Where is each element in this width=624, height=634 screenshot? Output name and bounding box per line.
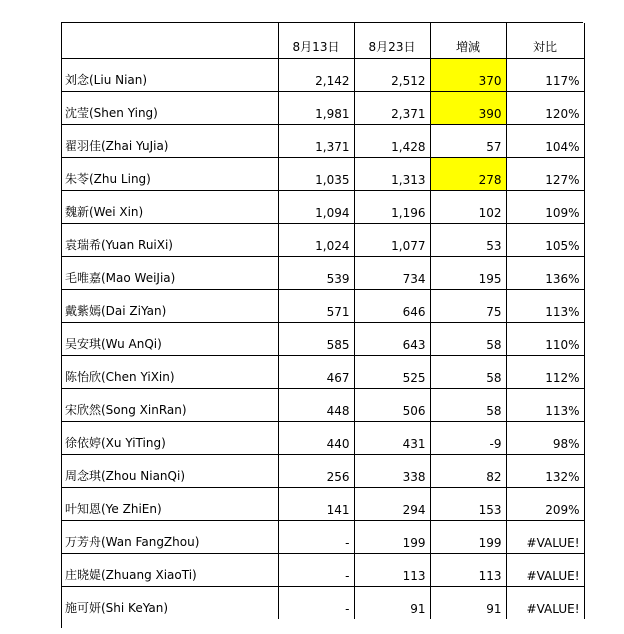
cell-change[interactable]: 58 — [430, 322, 506, 355]
table-row — [62, 256, 584, 289]
cell-name[interactable]: 施可妍(Shi KeYan) — [62, 586, 278, 619]
cell-change[interactable]: 199 — [430, 520, 506, 553]
cell-aug23[interactable]: 1,077 — [354, 223, 430, 256]
cell-aug23[interactable]: 643 — [354, 322, 430, 355]
data-table — [62, 23, 585, 619]
cell-aug23[interactable]: 294 — [354, 487, 430, 520]
cell-ratio[interactable]: #VALUE! — [506, 520, 584, 553]
cell-aug13[interactable]: 440 — [278, 421, 354, 454]
cell-change[interactable]: 153 — [430, 487, 506, 520]
cell-aug13[interactable]: - — [278, 553, 354, 586]
table-row — [62, 421, 584, 454]
cell-ratio[interactable]: 112% — [506, 355, 584, 388]
cell-change[interactable]: 278 — [430, 157, 506, 190]
cell-ratio[interactable]: 127% — [506, 157, 584, 190]
cell-name[interactable]: 毛唯嘉(Mao WeiJia) — [62, 256, 278, 289]
cell-aug23[interactable]: 91 — [354, 586, 430, 619]
cell-aug23[interactable]: 506 — [354, 388, 430, 421]
cell-name[interactable]: 万芳舟(Wan FangZhou) — [62, 520, 278, 553]
cell-aug23[interactable]: 1,313 — [354, 157, 430, 190]
cell-ratio[interactable]: 109% — [506, 190, 584, 223]
cell-name[interactable]: 陈怡欣(Chen YiXin) — [62, 355, 278, 388]
cell-ratio[interactable]: 113% — [506, 289, 584, 322]
header-cell-aug13[interactable]: 8月13日 — [278, 23, 354, 58]
cell-change[interactable]: 82 — [430, 454, 506, 487]
cell-name[interactable]: 吴安琪(Wu AnQi) — [62, 322, 278, 355]
cell-aug13[interactable]: 585 — [278, 322, 354, 355]
cell-aug23[interactable]: 199 — [354, 520, 430, 553]
cell-ratio[interactable]: 105% — [506, 223, 584, 256]
cell-change[interactable]: 58 — [430, 388, 506, 421]
cell-ratio[interactable]: 120% — [506, 91, 584, 124]
cell-change[interactable]: -9 — [430, 421, 506, 454]
table-row — [62, 322, 584, 355]
header-cell-ratio[interactable]: 対比 — [506, 23, 584, 58]
cell-change[interactable]: 195 — [430, 256, 506, 289]
cell-ratio[interactable]: 209% — [506, 487, 584, 520]
cell-aug23[interactable]: 2,371 — [354, 91, 430, 124]
cell-name[interactable]: 戴紫嫣(Dai ZiYan) — [62, 289, 278, 322]
cell-aug13[interactable]: 1,035 — [278, 157, 354, 190]
cell-ratio[interactable]: 136% — [506, 256, 584, 289]
cell-aug23[interactable]: 2,512 — [354, 58, 430, 91]
cell-aug13[interactable]: - — [278, 586, 354, 619]
cell-change[interactable]: 75 — [430, 289, 506, 322]
cell-aug13[interactable]: - — [278, 520, 354, 553]
cell-aug13[interactable]: 2,142 — [278, 58, 354, 91]
cell-aug13[interactable]: 448 — [278, 388, 354, 421]
table-row — [62, 553, 584, 586]
table-row — [62, 454, 584, 487]
cell-name[interactable]: 朱苓(Zhu Ling) — [62, 157, 278, 190]
cell-aug13[interactable]: 141 — [278, 487, 354, 520]
cell-change[interactable]: 102 — [430, 190, 506, 223]
cell-aug23[interactable]: 646 — [354, 289, 430, 322]
table-row — [62, 91, 584, 124]
table-row — [62, 487, 584, 520]
cell-aug13[interactable]: 1,024 — [278, 223, 354, 256]
cell-change[interactable]: 57 — [430, 124, 506, 157]
cell-change[interactable]: 58 — [430, 355, 506, 388]
cell-name[interactable]: 周念琪(Zhou NianQi) — [62, 454, 278, 487]
cell-change[interactable]: 113 — [430, 553, 506, 586]
cell-aug13[interactable]: 256 — [278, 454, 354, 487]
spreadsheet — [61, 22, 583, 628]
cell-ratio[interactable]: 132% — [506, 454, 584, 487]
header-cell-name[interactable] — [62, 23, 278, 58]
cell-name[interactable]: 刘念(Liu Nian) — [62, 58, 278, 91]
table-row — [62, 157, 584, 190]
cell-aug23[interactable]: 113 — [354, 553, 430, 586]
cell-aug13[interactable]: 1,094 — [278, 190, 354, 223]
table-row — [62, 520, 584, 553]
cell-change[interactable]: 370 — [430, 58, 506, 91]
header-cell-aug23[interactable]: 8月23日 — [354, 23, 430, 58]
cell-ratio[interactable]: #VALUE! — [506, 586, 584, 619]
table-row — [62, 289, 584, 322]
cell-name[interactable]: 叶知恩(Ye ZhiEn) — [62, 487, 278, 520]
table-row — [62, 58, 584, 91]
cell-name[interactable]: 翟羽佳(Zhai YuJia) — [62, 124, 278, 157]
cell-ratio[interactable]: 117% — [506, 58, 584, 91]
cell-ratio[interactable]: 113% — [506, 388, 584, 421]
cell-aug23[interactable]: 734 — [354, 256, 430, 289]
cell-aug13[interactable]: 571 — [278, 289, 354, 322]
cell-name[interactable]: 沈莹(Shen Ying) — [62, 91, 278, 124]
header-cell-change[interactable]: 増減 — [430, 23, 506, 58]
cell-ratio[interactable]: 98% — [506, 421, 584, 454]
table-row — [62, 355, 584, 388]
cell-change[interactable]: 91 — [430, 586, 506, 619]
cell-aug23[interactable]: 1,428 — [354, 124, 430, 157]
cell-change[interactable]: 390 — [430, 91, 506, 124]
table-row — [62, 223, 584, 256]
table-row — [62, 586, 584, 619]
cell-aug13[interactable]: 539 — [278, 256, 354, 289]
table-row — [62, 190, 584, 223]
table-row — [62, 124, 584, 157]
cell-aug23[interactable]: 338 — [354, 454, 430, 487]
cell-aug13[interactable]: 1,981 — [278, 91, 354, 124]
cell-name[interactable]: 宋欣然(Song XinRan) — [62, 388, 278, 421]
cell-name[interactable]: 徐依婷(Xu YiTing) — [62, 421, 278, 454]
table-row — [62, 388, 584, 421]
cell-aug23[interactable]: 525 — [354, 355, 430, 388]
cell-ratio[interactable]: 110% — [506, 322, 584, 355]
header-row — [62, 23, 584, 58]
cell-ratio[interactable]: 104% — [506, 124, 584, 157]
cell-aug23[interactable]: 1,196 — [354, 190, 430, 223]
cell-name[interactable]: 袁瑞希(Yuan RuiXi) — [62, 223, 278, 256]
cell-aug13[interactable]: 467 — [278, 355, 354, 388]
cell-aug13[interactable]: 1,371 — [278, 124, 354, 157]
cell-ratio[interactable]: #VALUE! — [506, 553, 584, 586]
cell-name[interactable]: 庄晓媞(Zhuang XiaoTi) — [62, 553, 278, 586]
cell-aug23[interactable]: 431 — [354, 421, 430, 454]
cell-name[interactable]: 魏新(Wei Xin) — [62, 190, 278, 223]
cell-change[interactable]: 53 — [430, 223, 506, 256]
